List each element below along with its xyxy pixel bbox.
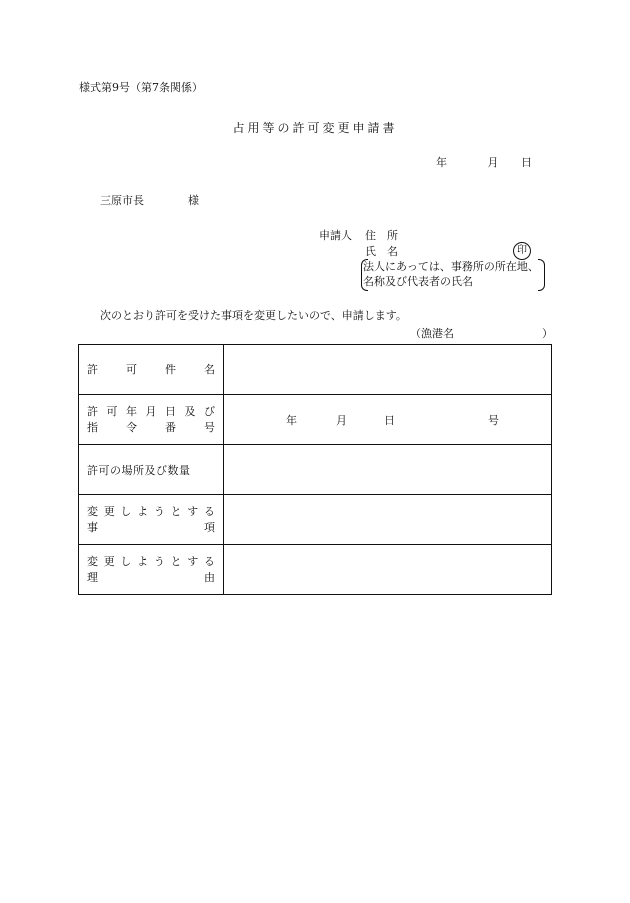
label-char: 変 xyxy=(87,554,98,568)
applicant-label: 申請人 xyxy=(319,229,352,242)
label-char: 由 xyxy=(204,570,215,584)
label-char: 更 xyxy=(103,504,115,518)
body-text: 次のとおり許可を受けた事項を変更したいので、申請します。 xyxy=(100,309,407,322)
label-char: 月 xyxy=(145,404,157,418)
fishing-port-line xyxy=(410,328,553,339)
label-char: よ xyxy=(137,554,149,568)
month-label: 月 xyxy=(336,413,347,427)
right-bracket xyxy=(538,259,545,291)
address-label: 住 所 xyxy=(365,229,398,242)
label-line xyxy=(87,554,215,570)
month-label: 月 xyxy=(487,156,499,169)
label-char: 可 xyxy=(106,404,118,418)
change-item-label xyxy=(79,495,224,545)
label-char: し xyxy=(120,504,132,518)
label-char: る xyxy=(203,554,215,568)
label-char: 番 xyxy=(165,420,176,434)
year-label: 年 xyxy=(286,413,297,427)
label-char: 年 xyxy=(126,404,137,418)
date-number-row xyxy=(224,412,551,428)
change-reason-label xyxy=(79,545,224,595)
label-char: 許 xyxy=(87,362,98,376)
location-quantity-label xyxy=(79,445,224,495)
label-char: 日 xyxy=(165,404,176,418)
port-close: ） xyxy=(542,327,553,340)
year-label: 年 xyxy=(436,156,447,169)
label-char: す xyxy=(187,554,199,568)
label-char: 事 xyxy=(87,520,98,534)
corporate-note xyxy=(363,259,539,289)
label-char: 更 xyxy=(103,554,115,568)
honorific: 様 xyxy=(188,194,199,207)
left-bracket xyxy=(361,259,368,291)
change-reason-field[interactable] xyxy=(224,545,552,595)
label-char: 件 xyxy=(165,362,176,376)
label-line xyxy=(87,362,215,378)
day-label: 日 xyxy=(521,156,532,169)
port-open: （漁港名 xyxy=(410,327,454,340)
form-id: 様式第9号（第7条関係） xyxy=(79,81,203,94)
label-char: し xyxy=(120,554,132,568)
label-line xyxy=(87,420,215,436)
addressee xyxy=(100,195,199,206)
label-char: 可 xyxy=(126,362,137,376)
table-row xyxy=(79,545,552,595)
label-char: う xyxy=(153,554,165,568)
date-line xyxy=(436,157,532,168)
permit-date-number-label xyxy=(79,395,224,445)
label-char: と xyxy=(170,554,182,568)
label-char: 理 xyxy=(87,570,98,584)
label-char: 変 xyxy=(87,504,98,518)
label-char: 令 xyxy=(126,420,137,434)
table-row xyxy=(79,345,552,395)
label-char: よ xyxy=(137,504,149,518)
label-char: と xyxy=(170,504,182,518)
number-label: 号 xyxy=(488,413,499,427)
application-table xyxy=(78,344,552,595)
label-line xyxy=(87,520,215,536)
permit-name-field[interactable] xyxy=(224,345,552,395)
label-char: 指 xyxy=(87,420,98,434)
corp-note-line1: 法人にあっては、事務所の所在地、 xyxy=(363,260,539,273)
label-char: び xyxy=(204,404,215,418)
location-quantity-field[interactable] xyxy=(224,445,552,495)
label-text: 許可の場所及び数量 xyxy=(87,463,191,477)
label-line xyxy=(87,404,215,420)
change-item-field[interactable] xyxy=(224,495,552,545)
permit-name-label xyxy=(79,345,224,395)
seal-mark: 印 xyxy=(513,242,531,260)
addressee-name: 三原市長 xyxy=(100,194,144,207)
name-label: 氏 名 xyxy=(365,245,398,258)
label-char: 名 xyxy=(204,362,215,376)
table-row xyxy=(79,495,552,545)
label-char: る xyxy=(203,504,215,518)
corp-note-line2: 名称及び代表者の氏名 xyxy=(363,275,473,288)
table-row xyxy=(79,445,552,495)
label-char: 許 xyxy=(87,404,98,418)
table-row xyxy=(79,395,552,445)
label-char: う xyxy=(153,504,165,518)
label-char: 号 xyxy=(204,420,215,434)
document-title: 占用等の許可変更申請書 xyxy=(232,121,398,135)
label-line xyxy=(87,570,215,586)
label-char: 及 xyxy=(184,404,196,418)
label-char: 項 xyxy=(204,520,215,534)
day-label: 日 xyxy=(384,413,395,427)
label-char: す xyxy=(187,504,199,518)
label-line xyxy=(87,504,215,520)
permit-date-number-field[interactable] xyxy=(224,395,552,445)
